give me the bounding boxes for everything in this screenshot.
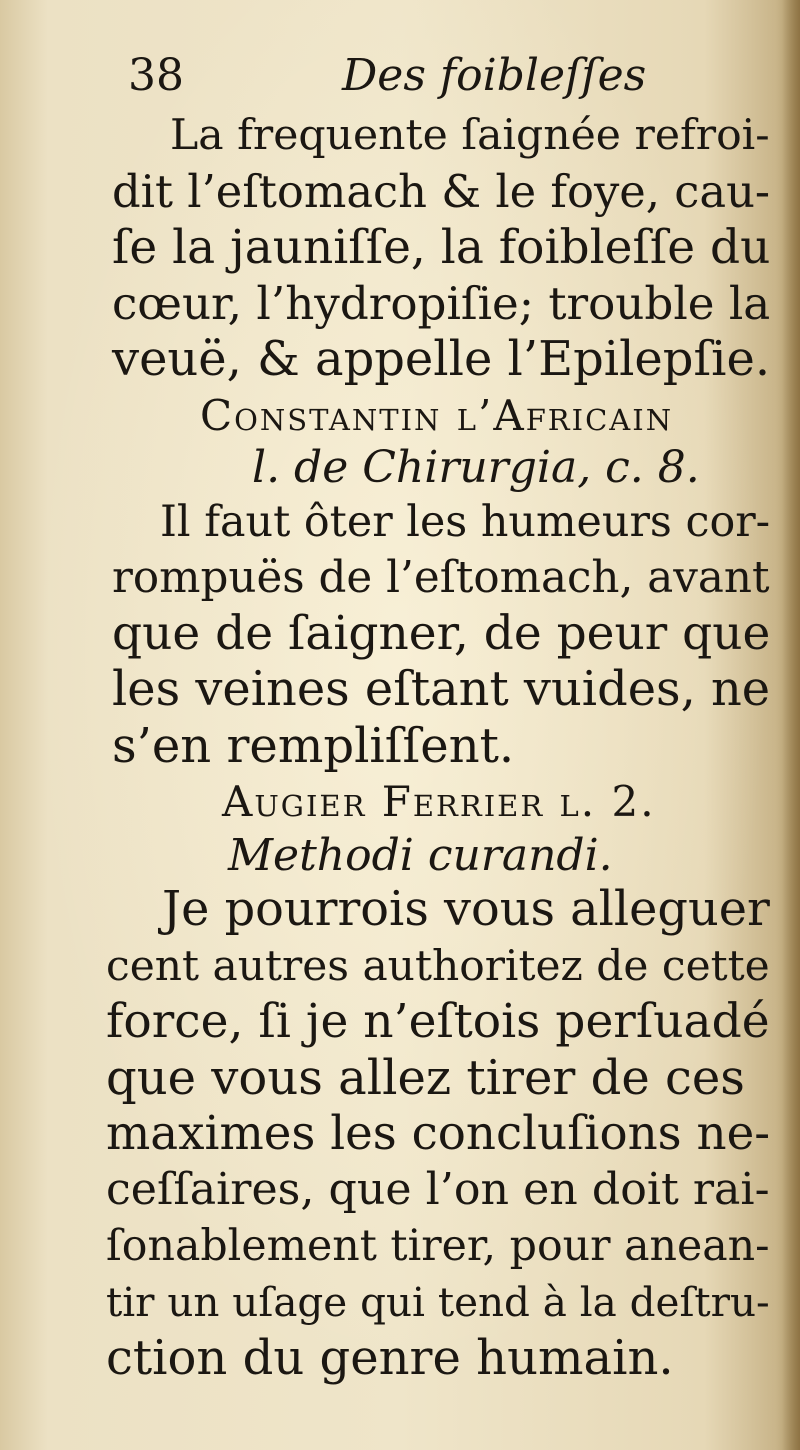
citation-author: Constantin l’Africain [200, 391, 674, 440]
text-line: maximes les concluſions ne- [106, 1107, 771, 1161]
text-line: La frequente ſaignée refroi- [170, 111, 770, 160]
page-number: 38 [128, 50, 184, 101]
text-line: veuë, & appelle l’Epilepſie. [112, 332, 771, 387]
text-line: ceſſaires, que l’on en doit rai- [106, 1164, 770, 1215]
text-line: Il faut ôter les humeurs cor- [160, 497, 771, 547]
citation-author: Augier Ferrier l. 2. [222, 777, 656, 826]
text-line: ction du genre humain. [106, 1330, 674, 1386]
citation-source: Methodi curandi. [228, 830, 613, 881]
text-line: dit l’eſtomach & le foye, cau- [112, 165, 771, 218]
text-line: tir un uſage qui tend à la deſtru- [106, 1278, 770, 1326]
text-line: rompuës de l’eſtomach, avant [112, 553, 770, 603]
text-line: cent autres authoritez de cette [106, 941, 770, 990]
running-title: Des foibleſſes [342, 50, 647, 101]
text-line: que de ſaigner, de peur que [112, 606, 771, 661]
text-line: que vous allez tirer de ces [106, 1050, 745, 1106]
text-line: force, ſi je n’eſtois perſuadé [106, 994, 770, 1049]
text-line: Je pourrois vous alleguer [162, 882, 770, 937]
text-line: ſonablement tirer, pour anean- [106, 1221, 770, 1271]
text-line: ſe la jauniſſe, la foibleſſe du [112, 220, 771, 275]
text-line: s’en rempliſſent. [112, 718, 515, 774]
citation-source: l. de Chirurgia, c. 8. [252, 442, 700, 493]
text-line: cœur, l’hydropiſie; trouble la [112, 277, 771, 330]
text-line: les veines eſtant vuides, ne [112, 662, 771, 717]
